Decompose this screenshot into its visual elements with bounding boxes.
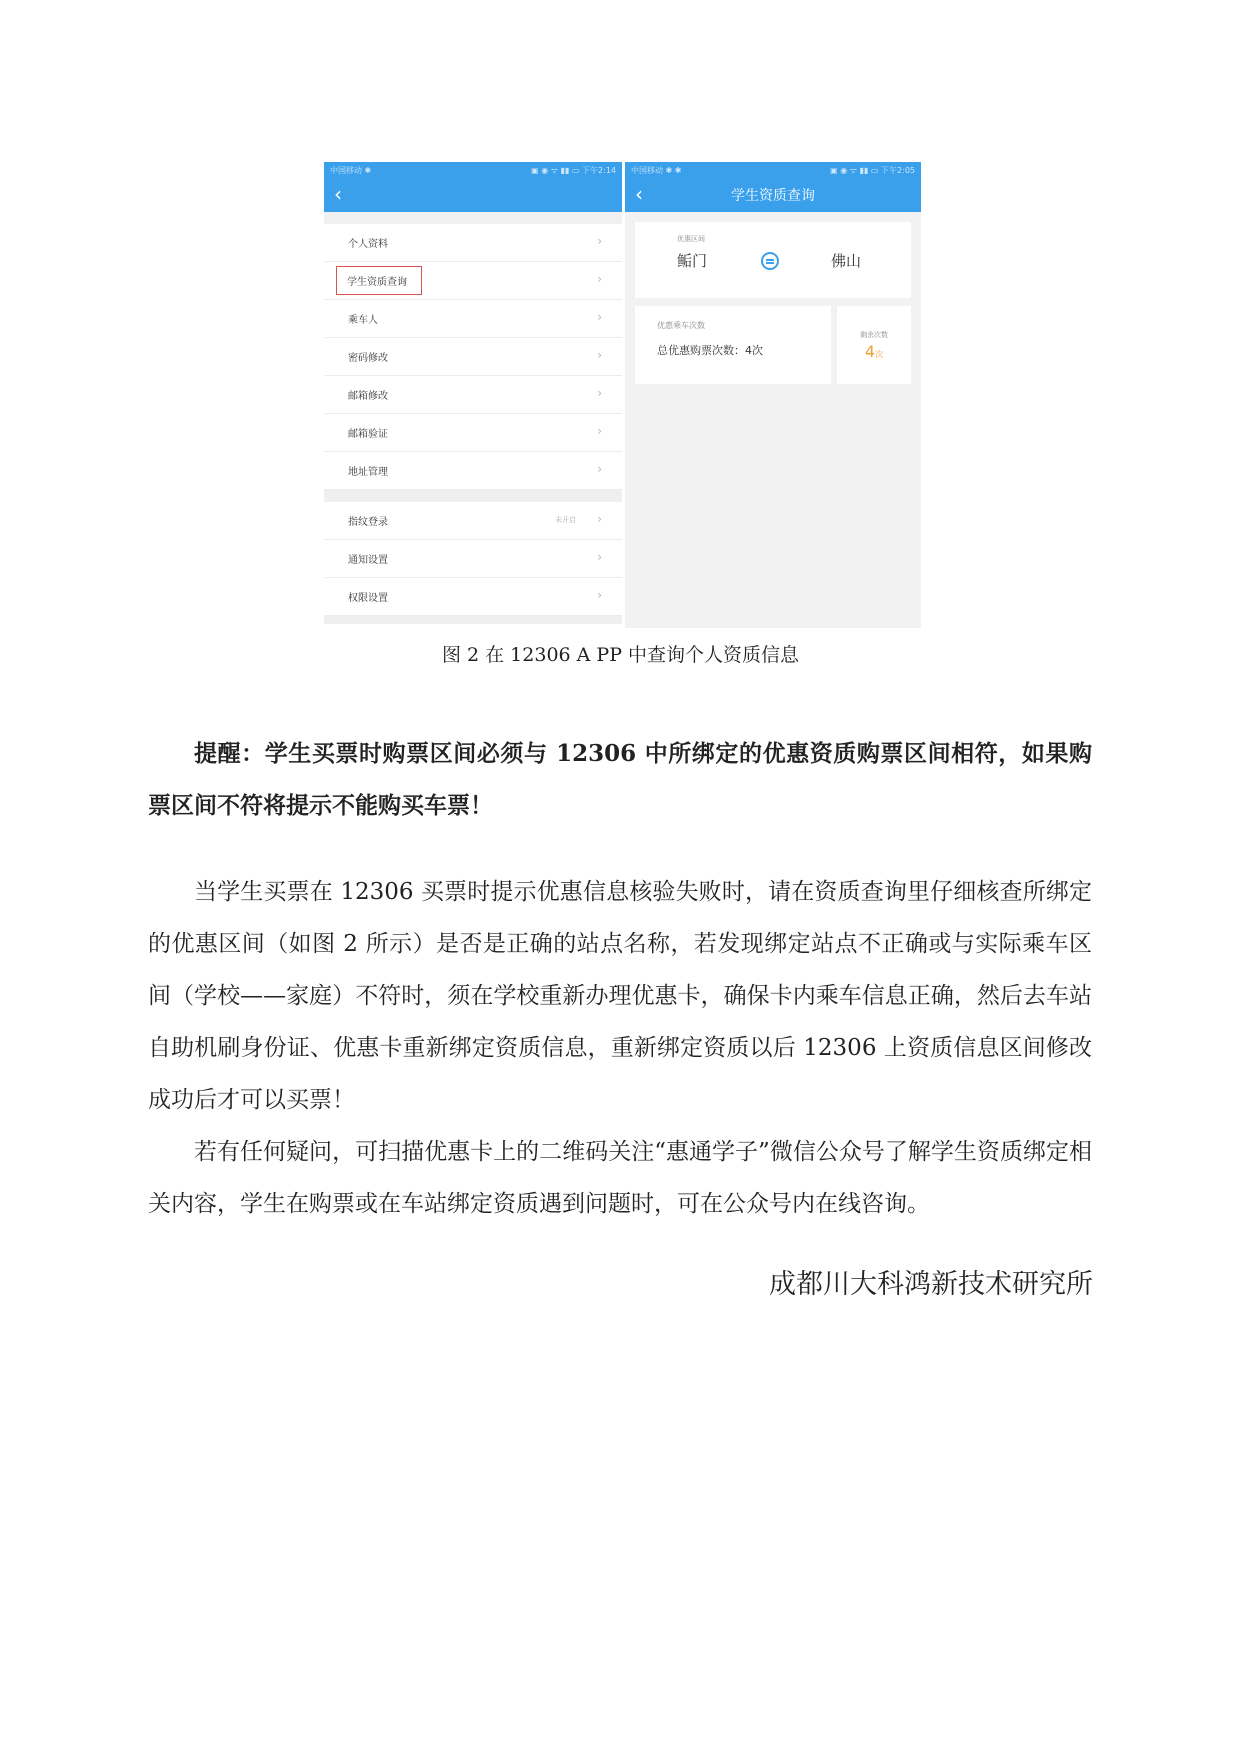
- chevron-right-icon: ›: [597, 348, 602, 362]
- chevron-right-icon: ›: [597, 310, 602, 324]
- phone-screenshot-menu: [324, 162, 622, 628]
- account-menu-group-2: [324, 502, 622, 616]
- status-carrier: 中国移动 ✱ ✱: [631, 165, 682, 175]
- chevron-right-icon: ›: [597, 512, 602, 526]
- menu-item-personal-info[interactable]: 个人资料 ›: [324, 224, 622, 262]
- interval-label: 优惠区间: [677, 235, 705, 243]
- menu-item-change-email[interactable]: 邮箱修改 ›: [324, 376, 622, 414]
- rides-total: 总优惠购票次数：4次: [657, 344, 763, 357]
- chevron-right-icon: ›: [597, 550, 602, 564]
- status-carrier: 中国移动 ✱: [330, 165, 372, 175]
- chevron-right-icon: ›: [597, 234, 602, 248]
- account-menu-group-1: [324, 224, 622, 490]
- to-station: 佛山: [831, 252, 862, 270]
- chevron-right-icon: ›: [597, 462, 602, 476]
- nav-title: 学生资质查询: [731, 188, 815, 204]
- discount-interval-card: [635, 222, 911, 298]
- status-indicators: ▣ ◉ ᯤ ▮▮ ▭ 下午2:05: [830, 165, 915, 175]
- chevron-right-icon: ›: [597, 424, 602, 438]
- status-indicators: ▣ ◉ ᯤ ▮▮ ▭ 下午2:14: [531, 165, 616, 175]
- status-text: 未开启: [555, 516, 576, 524]
- back-arrow-icon[interactable]: ‹: [635, 182, 643, 206]
- figure-screenshots: [324, 162, 921, 628]
- figure-caption: 图 2 在 12306 A PP 中查询个人资质信息: [441, 644, 800, 666]
- menu-item-notifications[interactable]: 通知设置 ›: [324, 540, 622, 578]
- body-paragraph-1: 当学生买票在 12306 买票时提示优惠信息核验失败时，请在资质查询里仔细核查所绑定的优惠区间（如图 2 所示）是否是正确的站点名称，若发现绑定站点不正确或与实际乘车区间（学校——家庭）不符时，须在学校重新办理优惠卡，确保卡内乘车信息正确，然后去车站自助机刷身份证、优惠卡重新绑定资质信息，重新绑定资质以后 12306 上资质信息区间修改成功后才可以买票！: [148, 879, 1092, 1113]
- menu-item-change-password[interactable]: 密码修改 ›: [324, 338, 622, 376]
- remaining-label: 剩余次数: [860, 331, 888, 339]
- remaining-count: 4次: [864, 342, 884, 361]
- reminder-paragraph: 提醒：学生买票时购票区间必须与 12306 中所绑定的优惠资质购票区间相符，如果购票区间不符将提示不能购买车票！: [148, 740, 1092, 819]
- from-station: 鲘门: [677, 252, 708, 270]
- remaining-rides-card: [837, 306, 911, 384]
- chevron-right-icon: ›: [597, 386, 602, 400]
- nav-bar: [324, 178, 622, 212]
- nav-bar: [625, 178, 921, 212]
- menu-item-student-qualification[interactable]: [324, 262, 622, 300]
- back-arrow-icon[interactable]: ‹: [334, 182, 342, 206]
- chevron-right-icon: ›: [597, 272, 602, 286]
- rides-label: 优惠乘车次数: [657, 321, 705, 330]
- menu-item-address[interactable]: 地址管理 ›: [324, 452, 622, 490]
- menu-item-fingerprint-login[interactable]: 指纹登录 未开启 ›: [324, 502, 622, 540]
- menu-item-passengers[interactable]: 乘车人 ›: [324, 300, 622, 338]
- menu-item-permissions[interactable]: 权限设置 ›: [324, 578, 622, 616]
- menu-item-verify-email[interactable]: 邮箱验证 ›: [324, 414, 622, 452]
- menu-spacer: [324, 490, 622, 502]
- discount-rides-card: [635, 306, 831, 384]
- menu-spacer: [324, 616, 622, 624]
- swap-icon: [761, 252, 779, 270]
- menu-spacer: [324, 212, 622, 224]
- phone-screenshot-qualification: [625, 162, 921, 628]
- highlight-box: 学生资质查询: [336, 266, 422, 295]
- status-bar: [625, 162, 921, 178]
- chevron-right-icon: ›: [597, 588, 602, 602]
- status-bar: [324, 162, 622, 178]
- body-paragraph-2: 若有任何疑问，可扫描优惠卡上的二维码关注“惠通学子”微信公众号了解学生资质绑定相关内容，学生在购票或在车站绑定资质遇到问题时，可在公众号内在线咨询。: [148, 1139, 1092, 1217]
- signature: 成都川大科鸿新技术研究所: [769, 1269, 1093, 1300]
